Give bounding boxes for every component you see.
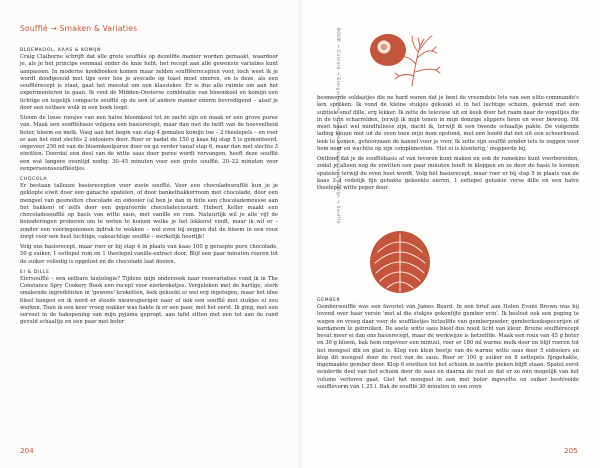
section-heading-bloemkool: BLOEMKOOL, KAAS & KOMIJN bbox=[20, 48, 102, 53]
paragraph: Stoom de losse roosjes van een halve bloemkool tot ze zacht zijn en maak er een grove puree van. Maak een soufflébasis volgens een basisrecept, maar dan met de helft van de hoeveelheid boter, bloem en melk. Voeg aan het begin van stap 4 gemalen komijn toe – 2 theelepels – en roer er aan het eind slechts 2 eidooiers door. Roer er nadat de 150 g kaas bij stap 5 is gemonteerd, ongeveer 250 ml van de bloemkoolpuree door en ga verder vanaf stap 6, maar dan met slechts 3 eiwitten. Doordat een deel van de witte saus door puree wordt vervangen, heeft deze soufflé een wat langere oventijd nodig: 30–45 minuten voor een grote soufflé, 20–22 minuten voor eenpersoonssouffléetjes. bbox=[20, 115, 278, 172]
right-column-bottom bbox=[317, 298, 579, 395]
section-heading-ei-dille: EI & DILLE bbox=[20, 269, 50, 275]
chapter-header: Soufflé → Smaken & Variaties bbox=[20, 24, 138, 33]
right-page bbox=[300, 0, 600, 468]
gutter-shadow bbox=[298, 0, 302, 468]
paragraph: besmeerde soldaatjes die ne hard waren dat je bent de vreemdste lets van een elite-commando's ken spreken. Ik vond de kleine stukjes gekookt ei in het luchtige schuim, gekruid met een subtiele snuf dille, erg lekker. Ik zette de televisie uit en keek door het raam naar de vogeltjes die in de tuin scharrelden, terwijl ik mijn tenen in mijn donzige slippers heen en weer bewoog. Dit moet haast wel mindfulness zijn, dacht ik, terwijl ik een tweede schaaltje pakte. De volgende lading keuun met uit de oven toen mijn man opstond, met een hoofd dat net uit een scheerkwast leek te komen, gehoorzaam de kanzel voor je voor. Ik zette zijn soufflé zonder iets te zeggen voor hem neer en wachtte op zijn complimenten. 'Het ei is klonterig,' mopperde hij. bbox=[317, 95, 579, 152]
paragraph: Eiersoufflé – een eetbare tautologie? Tijdens mijn onderzoek naar roosvariaties vond ik in The Constance Spry Cookery Book een recept voor eierkroketjes. Vergeleken met de hartige, sterk smakende ingrediënten in 'gewone' kroketten, leek gekookt ei wel erg ingetogen, maar het idee bleef hangen en ik werd er steeds nieuwsgieriger naar of ook een soufflé met stukjes ei zou werken. Toen ik een keer vroeg wakker was hakte ik er een paar, met het eerst. Ik ging, met een serveet in de hakopening van mijn pyjama gepropt, aan tafel zitten met een tot aan de rand gevuld schaaltje en een paar met boter bbox=[20, 275, 278, 326]
ginger-illustration bbox=[366, 228, 436, 296]
running-head: BOOK → Custard → Eiergerechten → Soufflé → Bloemkool & Komijn → Soufflé bbox=[335, 28, 340, 224]
section-heading-chocola: CHOCOLA bbox=[20, 177, 48, 182]
paragraph: Volg ons basisrecept, maar roer er bij stap 4 in plaats van kaas 100 g geraspte pure chocolade, 50 g suiker, 1 eetlepel rum en 1 theelepel vanille-extract door. Blijf een paar minuten roeren tot de suiker volledig is opgelost en de chocolade laat dooien. bbox=[20, 244, 278, 265]
section-heading-gember: GEMBER bbox=[317, 298, 341, 303]
page-number-right: 205 bbox=[564, 446, 578, 455]
paragraph: Er bestaan tallooze basisrecepten voor zoete soufflé. Voor een chocoladesoufflé kun je je geklopte eiwit door een ganache spatelen, of door bankethakkerroom met chocolade, door een mengsel van gesmolten chocolade en eidooier (al ben je dan in feite een chocolademousse aan het bakken) of zelfs door een gepureerde chocoladecustard. Hubert Keller maakt een chocoladesoufflé op basis van witte saus, met vanille en rum. Natuurlijk wil je alle vijf de benaderingen proberen om te weten te komen welke je het lekkerst vindt, maar ik wil er – zonder een vooringenomen indruk te wekken – wel even bij zeggen dat de bloem in een roux zorgt voor een heel luchtige, cakeachtige soufflé – werkelijk heerlijk! bbox=[20, 183, 278, 240]
paragraph: Gembersoufflé was een favoriet van James Beard. In een brief aan Helen Evans Brown was hij lovend over haar versie 'met al die stukjes gekonfijte gember erin'. Ik besloot ook een poging te wagen en vroeg daar voor de souffléetjes hetzelfde van gemberpoeder, gemberkookspecerijen of kardamom te gebruiken. De soete witte saus bleef dus nooit licht van kleur. Bruine soufflérecept bevat meer ei dan ons basisrecept, maar de werkwijze is hetzelfde. Maak een roux van 45 g boter en 30 g bloem, bak hem ongeveer een minuut, roer er 180 ml warme melk door en blijf roeren tot het mengsel dik en glad is. Klop een klein beetje van de warme witte saus door 5 eidooiers en klop dit mengsel door de rest van de saus. Roer er 100 g suiker en 8 eetlepels fijngehakte, ingemaakte gember door. Klop 6 eiwitten tot het schuim in zachte pieken blijft staan. Spatel eerst eenderde deel van het schuim door de saus en daarna de rest zo dat er zo min mogelijk van het volume verloren gaat. Giet het mengsel in een met boter ingevette en suiker bestrooide soufflévorm van 1,25 l. Bak de soufflé 30 minuten in een oven bbox=[317, 304, 579, 390]
right-column-top bbox=[317, 95, 579, 196]
page-number-left: 204 bbox=[20, 446, 34, 455]
paragraph: Ontbind dat je de soufflébasis af van tevoren kunt maken en ook de ramekins kunt voorbereiden, zodat je alleen nog de eiwitten een paar minuten hoeft te kloppen en ze door de basis te kunnen spatelen terwijl de oven heet wordt. Volg het basisrecept, maar roer er bij stap 5 in plaats van de kaas 3–4 redelijk fijn gehakte gekookte eieren, 1 eetlepel gehakte verse dille en een halve theelepel witte peper door. bbox=[317, 156, 579, 191]
left-column bbox=[20, 48, 278, 331]
egg-dill-illustration bbox=[366, 28, 444, 90]
paragraph: Craig Claiborne schrijft dat alle grote soufflés op dezelfde manier worden gemaakt, waardoor je, als je het principe eenmaal onder de knie hebt, het recept aan alle gewenste variaties kunt aanpassen. In moderne kookboeken komen maar zelden souffléerecepten voor, toch weet ik je wordt doodgeooid met tips over hoe je avocado op toast moet smeren, en is deze, als een soufflérecept is staat, gaat het meestal om een klassieker. Er is dus alle ruimte om aan het experimenteren te gaan. Ik vind de Midden-Oosterse combinatie van bloemkool en komijn een lichtige en tegelijk compacte soufflé op de een of andere manier enorm bevredigend – alsof je door een eetbare wolk in een boek loopt. bbox=[20, 54, 278, 111]
